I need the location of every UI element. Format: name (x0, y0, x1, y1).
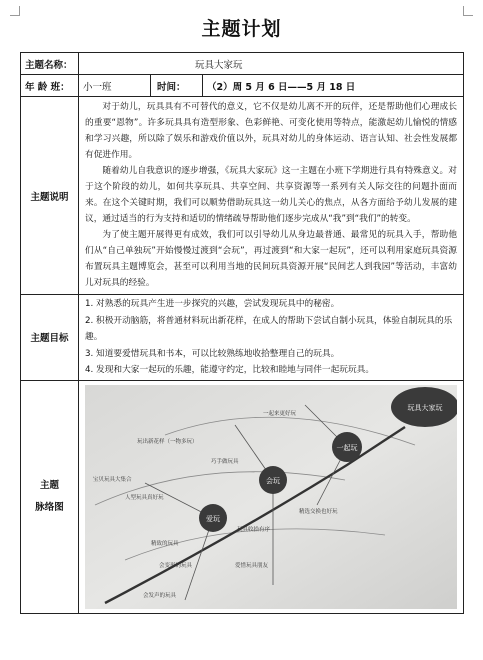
goal-item: 3. 知道要爱惜玩具和书本，可以比较熟练地收拾整理自己的玩具。 (85, 348, 340, 359)
page-title: 主题计划 (201, 18, 282, 40)
network-diagram-photo (85, 385, 457, 609)
diagram-branch-label: 巧手做玩具 (211, 458, 239, 465)
network-label (21, 380, 79, 613)
goal-item: 2. 积极开动脑筋，将普通材料玩出新花样，在成人的帮助下尝试自制小玩具，体验自制玩具的乐趣。 (85, 315, 453, 342)
diagram-branch-label: 会发声的玩具 (143, 592, 177, 599)
network-diagram-cell (79, 380, 464, 613)
diagram-branch-label: 一起来更好玩 (263, 410, 297, 417)
diagram-node-label: 会玩 (266, 476, 280, 485)
network-label-line2: 脉络图 (35, 501, 64, 513)
description-row (21, 97, 464, 295)
diagram-branch-label: 会变形的玩具 (159, 562, 193, 569)
theme-name-row (21, 53, 464, 75)
goal-item: 4. 发现和大家一起玩的乐趣，能遵守约定，比较和睦地与同伴一起玩玩具。 (85, 365, 375, 375)
class-label: 年 龄 班： (21, 75, 79, 97)
goals-list (79, 295, 464, 381)
diagram-node-label: 爱玩 (206, 514, 220, 523)
class-value: 小一班 (79, 75, 151, 97)
description-paragraph: 随着幼儿自我意识的逐步增强，《玩具大家玩》这一主题在小班下学期进行具有特殊意义。对于这个阶段的幼儿，如何共享玩具、共享空间、共享资源等一系列有关人际交往的问题扑面而来。在这个关键时期，我们可以顺势借助玩具这一幼儿关心的焦点，从各方面给予幼儿发展的建议，通过适当的行为支持和适切的情绪疏导帮助他们逐步完成从“我”到“我们”的转变。 (85, 166, 457, 224)
network-row (21, 380, 464, 613)
description-paragraph: 为了使主题开展得更有成效，我们可以引导幼儿从身边最普通、最常见的玩具入手，帮助他们从“自己单独玩”开始慢慢过渡到“会玩”，再过渡到“和大家一起玩”，还可以利用家庭玩具资源布置玩具主题博览会，甚至可以利用当地的民间玩具资源开展“民间艺人到我园”等活动，丰富幼儿对玩具的经验。 (85, 230, 457, 288)
goals-label: 主题目标 (21, 295, 79, 381)
network-label-line1: 主题 (39, 479, 59, 491)
theme-name-label: 主题名称： (21, 53, 79, 75)
diagram-branch-label: 玩具收拾有序 (237, 526, 271, 533)
class-time-row (21, 75, 464, 97)
time-label: 时间： (151, 75, 203, 97)
goal-item: 1. 对熟悉的玩具产生进一步探究的兴趣，尝试发现玩具中的秘密。 (85, 299, 340, 309)
diagram-branch-label: 精致的玩具 (151, 540, 179, 547)
diagram-branch-label: 爱惜玩具朋友 (235, 562, 269, 569)
diagram-branch-label: 宝贝玩具大集合 (93, 476, 132, 483)
description-paragraph: 对于幼儿，玩具具有不可替代的意义，它不仅是幼儿离不开的玩伴，还是帮助他们心理成长的重要“恩物”。许多玩具具有造型形象、色彩鲜艳、可变化使用等特点，能激起幼儿愉悦的情感和学习兴趣，所以除了娱乐和游戏价值以外，玩具对幼儿的身体运动、语言认知、社会性发展都有促进作用。 (85, 102, 457, 160)
description-label: 主题说明 (21, 97, 79, 295)
theme-name-value: 玩具大家玩 (79, 53, 464, 75)
diagram-branch-label: 人型玩具真好玩 (125, 494, 164, 501)
diagram-branch-label: 精选交换也好玩 (299, 508, 338, 515)
plan-table (20, 52, 464, 614)
diagram-node-label: 一起玩 (336, 443, 358, 452)
goals-row (21, 295, 464, 381)
diagram-branch-label: 玩出新花样（一物多玩） (137, 438, 198, 445)
description-text (79, 97, 464, 295)
diagram-center-label: 玩具大家玩 (407, 403, 443, 412)
time-value: （2）周 5 月 6 日——5 月 18 日 (203, 75, 464, 97)
